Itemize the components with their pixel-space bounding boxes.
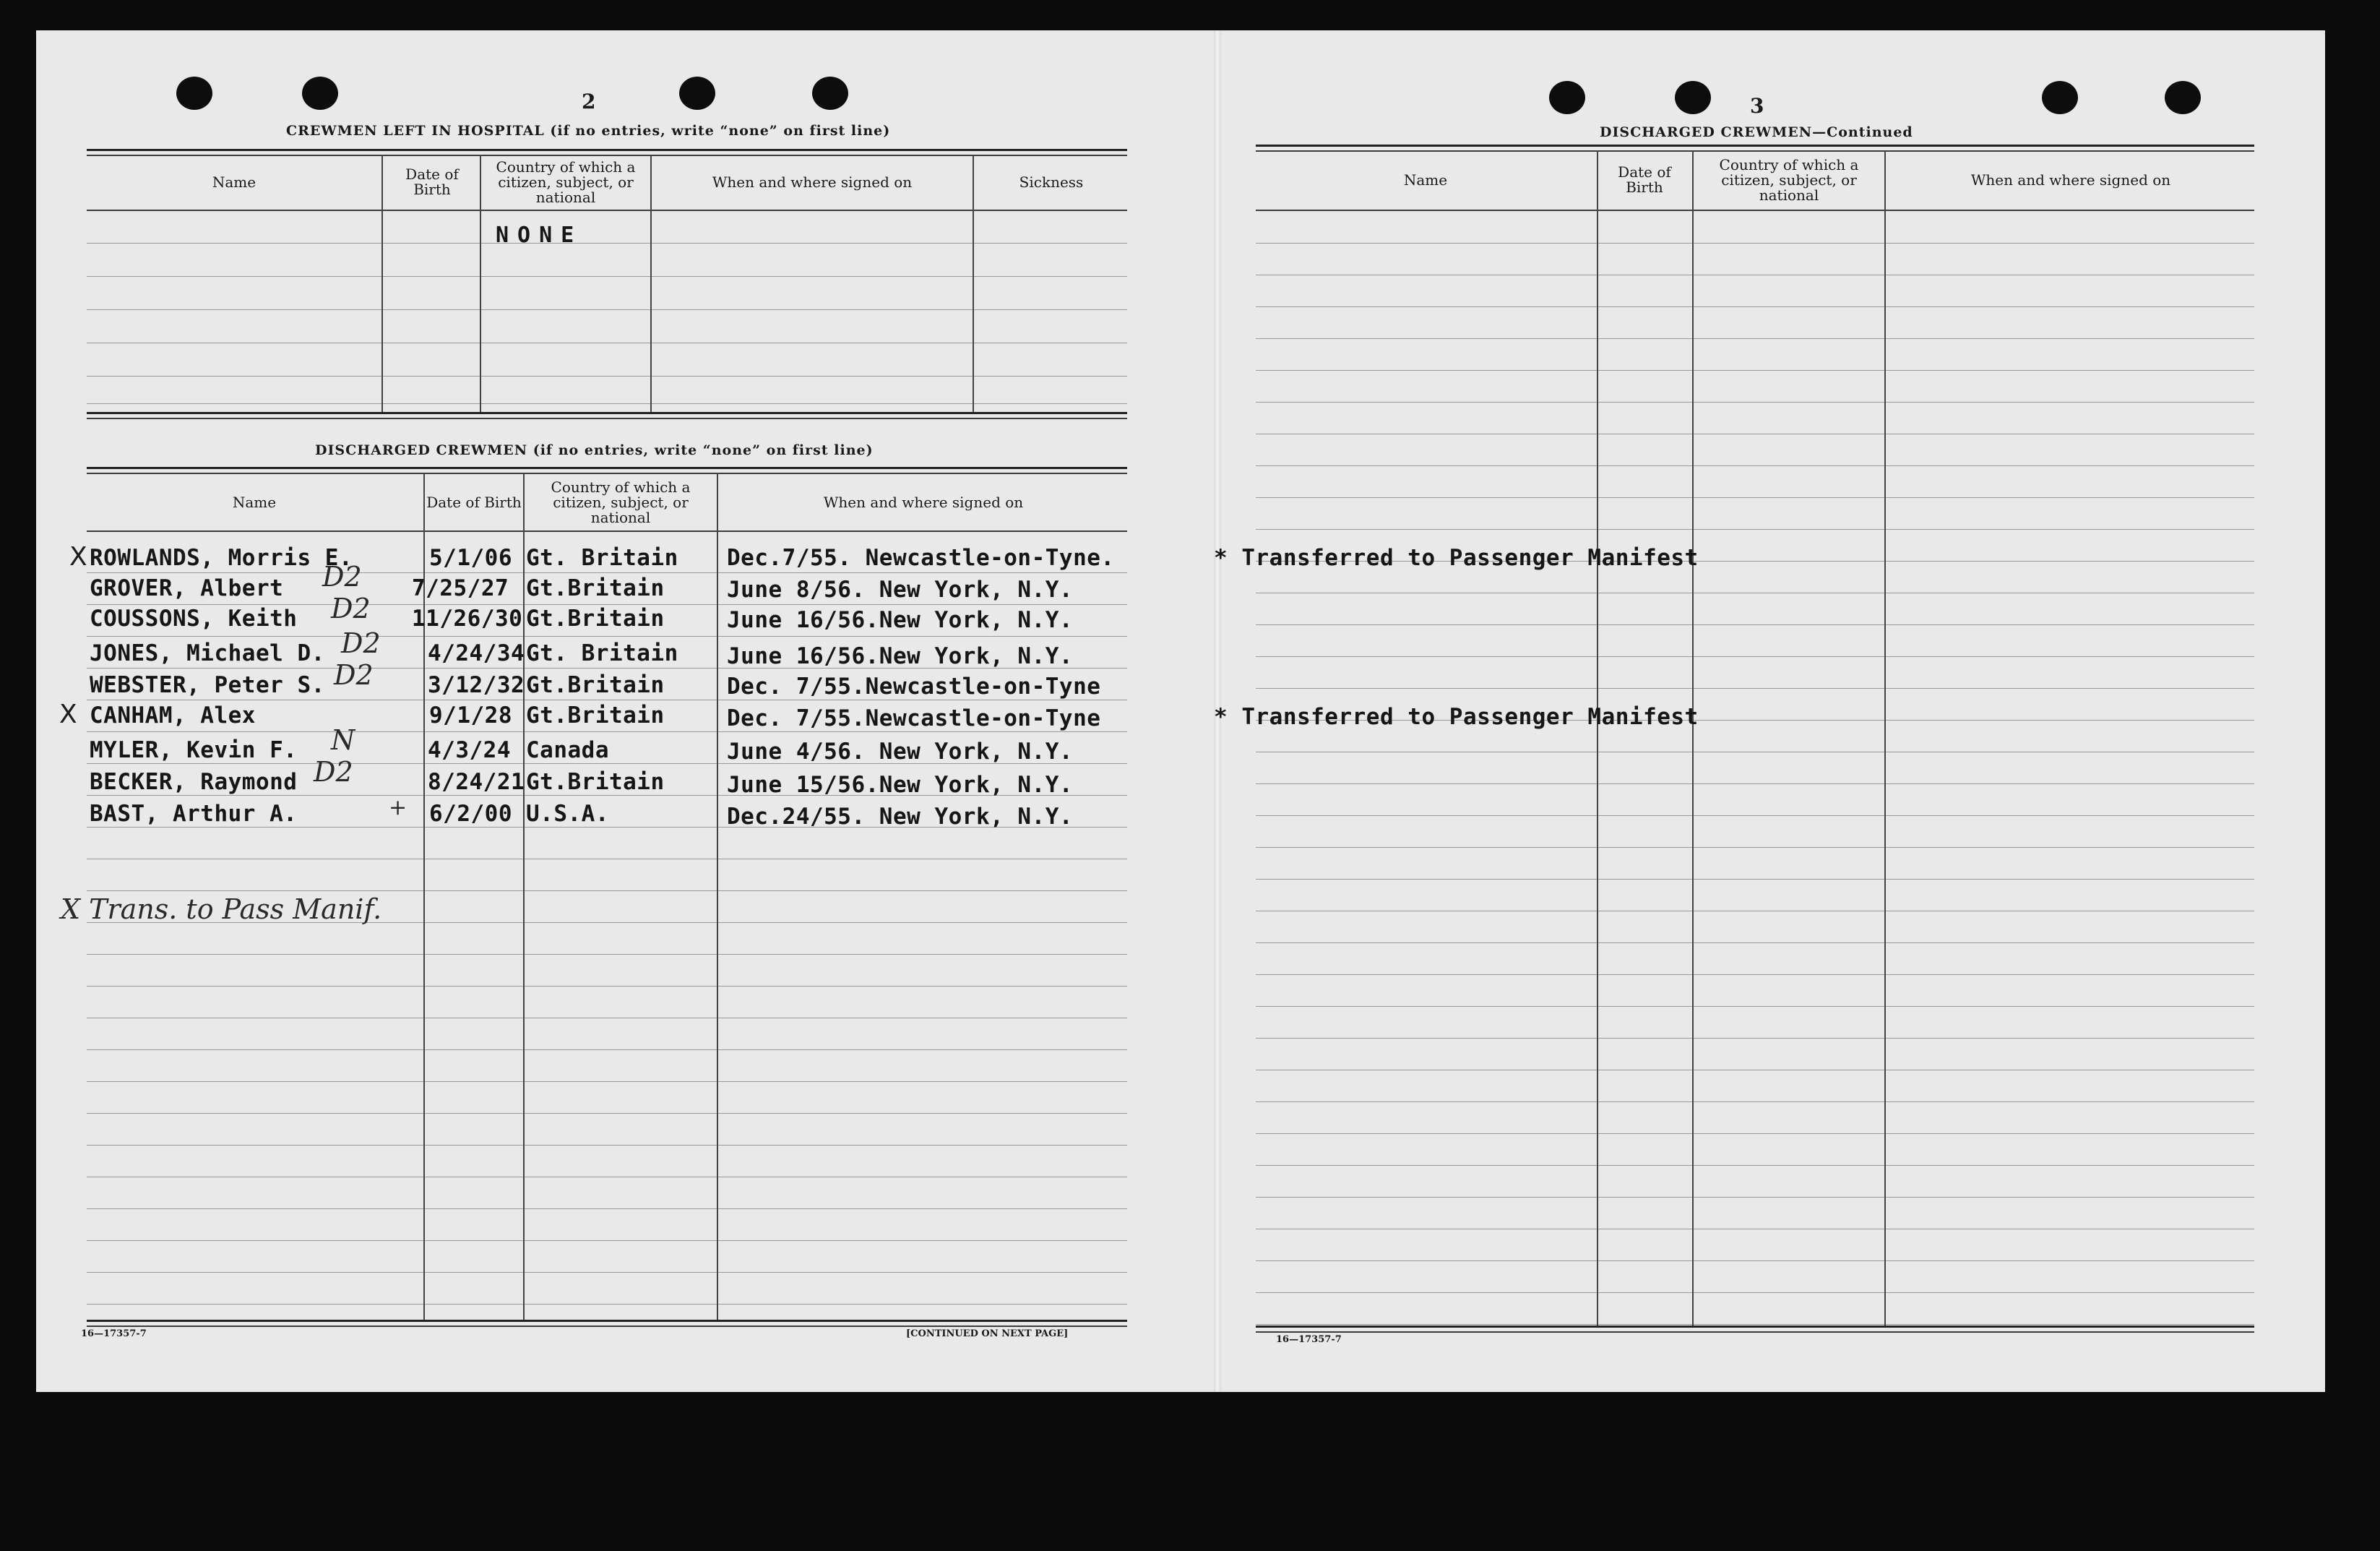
hospital-header-dob: Date of Birth	[405, 166, 459, 198]
crewman-signed-on: Dec.24/55. New York, N.Y.	[727, 804, 1074, 830]
crewman-signed-on: Dec. 7/55.Newcastle-on-Tyne	[727, 674, 1101, 700]
discharged-header-country: Country of which a citizen, subject, or national	[551, 478, 691, 526]
hospital-col-divider	[480, 155, 481, 412]
ruled-line	[1256, 370, 2254, 371]
hospital-col-divider	[650, 155, 652, 412]
page-number-left: 2	[582, 90, 596, 113]
crewman-dob: 4/24/34	[428, 640, 525, 666]
ruled-line	[1256, 243, 2254, 244]
hospital-header-sickness: Sickness	[1019, 173, 1084, 191]
discharged-table-bottom	[87, 1326, 1127, 1327]
crewman-dob: 9/1/28	[429, 703, 512, 729]
hospital-col-divider	[973, 155, 974, 412]
crewman-country: Gt.Britain	[526, 672, 665, 698]
ruled-line	[1256, 1133, 2254, 1134]
ruled-line	[87, 604, 1127, 605]
ruled-line	[87, 1304, 1127, 1305]
right-table-bottom	[1256, 1331, 2254, 1333]
crewman-country: Gt.Britain	[526, 575, 665, 601]
form-number-right: 16—17357-7	[1276, 1334, 1342, 1345]
right-col-divider	[1692, 150, 1694, 1326]
crewman-signed-on: June 4/56. New York, N.Y.	[727, 739, 1074, 765]
discharged-table-top	[87, 467, 1127, 469]
ruled-line	[1256, 1292, 2254, 1293]
ruled-line	[1256, 942, 2254, 943]
crewman-signed-on: June 16/56.New York, N.Y.	[727, 643, 1074, 669]
crewman-country: Gt.Britain	[526, 769, 665, 795]
ruled-line	[87, 954, 1127, 955]
ruled-line	[1256, 783, 2254, 784]
crewman-dob: 11/26/30	[412, 606, 523, 632]
hospital-header-name: Name	[212, 173, 256, 191]
crewman-dob: 6/2/00	[429, 801, 512, 827]
continued-note: [CONTINUED ON NEXT PAGE]	[906, 1328, 1069, 1339]
handwritten-transfer-note: X Trans. to Pass Manif.	[61, 893, 382, 925]
crewman-name: JONES, Michael D.	[90, 640, 325, 666]
hospital-table-bottom	[87, 418, 1127, 419]
ruled-line	[87, 731, 1127, 732]
discharged-header-name: Name	[232, 493, 277, 511]
transfer-note: * Transferred to Passenger Manifest	[1214, 545, 1699, 571]
crewman-signed-on: June 15/56.New York, N.Y.	[727, 772, 1074, 798]
ruled-line	[87, 890, 1127, 891]
ruled-line	[1256, 497, 2254, 498]
crewman-country: Gt. Britain	[526, 545, 678, 571]
right-header-rule	[1256, 210, 2254, 211]
crewman-dob: 3/12/32	[428, 672, 525, 698]
crewman-country: Canada	[526, 737, 609, 763]
crewman-country: Gt. Britain	[526, 640, 678, 666]
manifest-sheet	[36, 30, 2325, 1392]
ruled-line	[87, 572, 1127, 573]
crewman-signed-on: June 8/56. New York, N.Y.	[727, 577, 1074, 603]
crewman-name: COUSSONS, Keith	[90, 606, 298, 632]
hospital-col-divider	[381, 155, 383, 412]
ruled-line	[87, 986, 1127, 987]
discharged-section-title: DISCHARGED CREWMEN (if no entries, write “none” on first line)	[315, 442, 874, 458]
crewman-country: Gt.Britain	[526, 606, 665, 632]
crewman-name: ROWLANDS, Morris E.	[90, 545, 353, 571]
discharged-header-dob: Date of Birth	[426, 493, 522, 511]
crewman-name: BAST, Arthur A.	[90, 801, 298, 827]
handwritten-code: D2	[341, 627, 381, 659]
ruled-line	[1256, 402, 2254, 403]
handwritten-code: D2	[322, 561, 362, 593]
row-mark: X	[59, 700, 77, 729]
crewman-name: MYLER, Kevin F.	[90, 737, 298, 763]
crewman-country: U.S.A.	[526, 801, 609, 827]
discharged-table-bottom	[87, 1320, 1127, 1322]
discharged-header-when-where: When and where signed on	[823, 493, 1024, 511]
crewman-dob: 8/24/21	[428, 769, 525, 795]
handwritten-code: N	[331, 724, 355, 756]
ruled-line	[87, 309, 1127, 310]
ruled-line	[1256, 1038, 2254, 1039]
ruled-line	[1256, 624, 2254, 625]
punch-hole	[1675, 81, 1711, 114]
ruled-line	[87, 1208, 1127, 1209]
page-number-right: 3	[1750, 94, 1764, 118]
discharged-col-divider	[523, 473, 525, 1320]
ruled-line	[87, 1049, 1127, 1050]
ruled-line	[87, 243, 1127, 244]
punch-hole	[679, 77, 715, 110]
hospital-none-entry: NONE	[496, 223, 583, 248]
right-header-dob: Date of Birth	[1618, 163, 1671, 196]
hospital-table-top	[87, 149, 1127, 151]
right-header-name: Name	[1403, 171, 1448, 189]
crewman-name: CANHAM, Alex	[90, 703, 256, 729]
ruled-line	[87, 276, 1127, 277]
crewman-dob: 5/1/06	[429, 545, 512, 571]
crewman-name: GROVER, Albert	[90, 575, 284, 601]
ruled-line	[87, 1113, 1127, 1114]
ruled-line	[1256, 656, 2254, 657]
punch-hole	[812, 77, 848, 110]
right-col-divider	[1884, 150, 1886, 1326]
ruled-line	[1256, 847, 2254, 848]
crewman-signed-on: Dec.7/55. Newcastle-on-Tyne.	[727, 545, 1115, 571]
crewman-name: BECKER, Raymond	[90, 769, 298, 795]
crewman-name: WEBSTER, Peter S.	[90, 672, 325, 698]
handwritten-code: D2	[334, 659, 374, 691]
punch-hole	[302, 77, 338, 110]
hospital-header-country: Country of which a citizen, subject, or national	[496, 158, 636, 206]
hospital-header-when-where: When and where signed on	[712, 173, 913, 191]
punch-hole	[2042, 81, 2078, 114]
ruled-line	[87, 1272, 1127, 1273]
ruled-line	[1256, 1006, 2254, 1007]
handwritten-code: D2	[314, 756, 353, 788]
hospital-header-rule	[87, 210, 1127, 211]
ruled-line	[87, 376, 1127, 377]
ruled-line	[87, 403, 1127, 404]
ruled-line	[1256, 338, 2254, 339]
ruled-line	[1256, 529, 2254, 530]
crewman-signed-on: Dec. 7/55.Newcastle-on-Tyne	[727, 705, 1101, 731]
punch-hole	[2165, 81, 2201, 114]
crewman-signed-on: June 16/56.New York, N.Y.	[727, 607, 1074, 633]
ruled-line	[87, 636, 1127, 637]
handwritten-code: +	[389, 795, 408, 820]
ruled-line	[1256, 1101, 2254, 1102]
ruled-line	[87, 1145, 1127, 1146]
ruled-line	[87, 1081, 1127, 1082]
right-table-top	[1256, 145, 2254, 147]
ruled-line	[1256, 1197, 2254, 1198]
ruled-line	[1256, 465, 2254, 466]
ruled-line	[87, 1240, 1127, 1241]
ruled-line	[1256, 1165, 2254, 1166]
handwritten-code: D2	[331, 593, 371, 624]
hospital-section-title: CREWMEN LEFT IN HOSPITAL (if no entries, write “none” on first line)	[286, 123, 891, 139]
discharged-col-divider	[717, 473, 718, 1320]
discharged-continued-title: DISCHARGED CREWMEN—Continued	[1600, 124, 1913, 140]
smudge	[134, 1516, 181, 1525]
discharged-header-rule	[87, 530, 1127, 532]
right-header-country: Country of which a citizen, subject, or national	[1719, 155, 1859, 204]
crewman-dob: 7/25/27	[412, 575, 509, 601]
right-table-bottom	[1256, 1326, 2254, 1328]
ruled-line	[1256, 974, 2254, 975]
right-header-when-where: When and where signed on	[1970, 171, 2171, 189]
transfer-note: * Transferred to Passenger Manifest	[1214, 704, 1699, 730]
row-mark: X	[69, 542, 87, 572]
right-col-divider	[1597, 150, 1598, 1326]
hospital-table-bottom	[87, 412, 1127, 414]
ruled-line	[1256, 1260, 2254, 1261]
ruled-line	[1256, 815, 2254, 816]
ruled-line	[1256, 306, 2254, 307]
crewman-dob: 4/3/24	[428, 737, 511, 763]
ruled-line	[1256, 1324, 2254, 1325]
crewman-country: Gt.Britain	[526, 703, 665, 729]
punch-hole	[1549, 81, 1585, 114]
ruled-line	[1256, 879, 2254, 880]
ruled-line	[1256, 688, 2254, 689]
punch-hole	[176, 77, 212, 110]
form-number-left: 16—17357-7	[81, 1328, 147, 1339]
